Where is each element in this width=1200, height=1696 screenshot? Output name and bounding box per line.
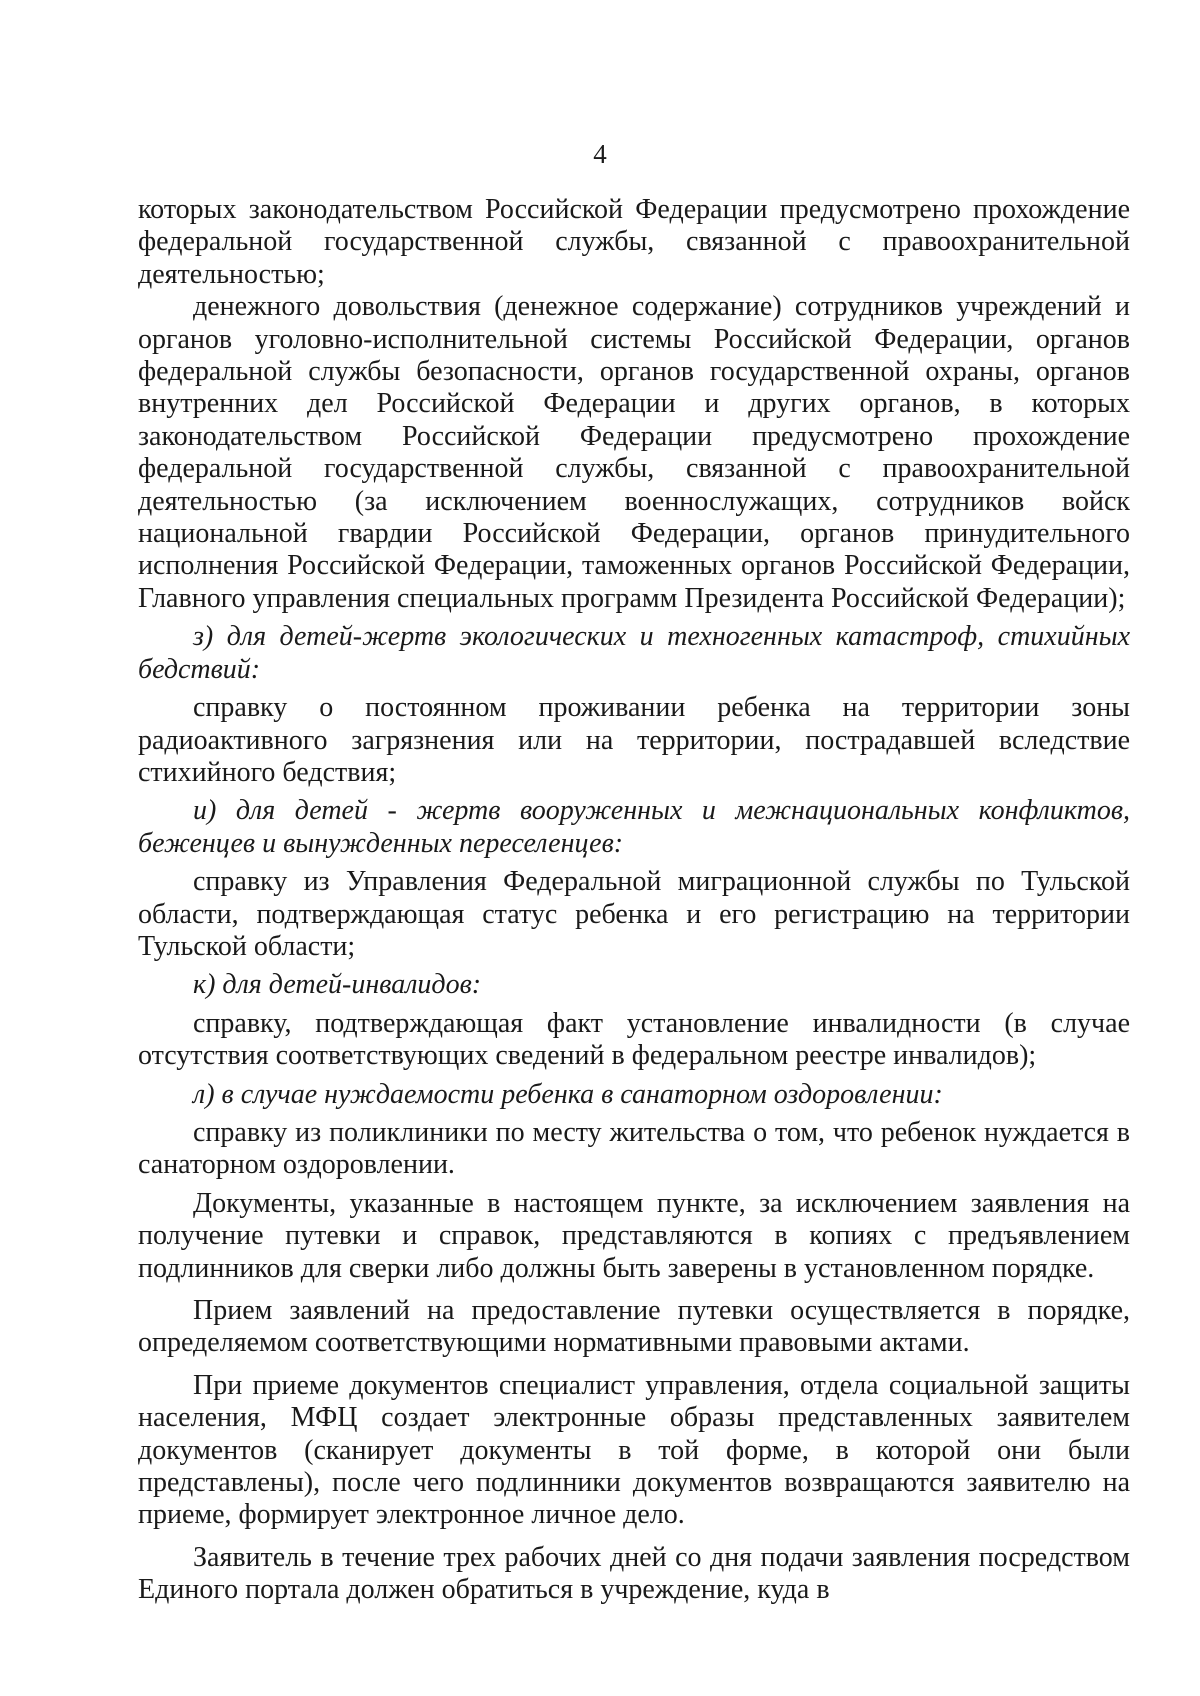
paragraph-documents-copies: Документы, указанные в настоящем пункте, за исключением заявления на получение путевки и справок, представляются в копиях с предъявлением подлинников для сверки либо должны быть заверены в установленном порядке.: [138, 1187, 1130, 1284]
paragraph-certificate-disability: справку, подтверждающая факт установление инвалидности (в случае отсутствия соответствующих сведений в федеральном реестре инвалидов);: [138, 1007, 1130, 1072]
paragraph-continuation: которых законодательством Российской Федерации предусмотрено прохождение федеральной государственной службы, связанной с правоохранительной деятельностью;: [138, 194, 1130, 290]
paragraph-heading-l: л) в случае нуждаемости ребенка в санаторном оздоровлении:: [193, 1078, 943, 1110]
paragraph-heading-k: к) для детей-инвалидов:: [193, 969, 482, 1001]
document-body: [138, 194, 1130, 1607]
paragraph-certificate-clinic: справку из поликлиники по месту жительства о том, что ребенок нуждается в санаторном оздоровлении.: [138, 1116, 1130, 1181]
paragraph-monetary-allowance: денежного довольствия (денежное содержание) сотрудников учреждений и органов уголовно-исполнительной системы Российской Федерации, органов федеральной службы безопасности, органов государственной охраны, органов внутренних дел Российской Федерации и других органов, в которых законодательством Российской Федерации предусмотрено прохождение федеральной государственной службы, связанной с правоохранительной деятельностью (за исключением военнослужащих, сотрудников войск национальной гвардии Российской Федерации, органов принудительного исполнения Российской Федерации, таможенных органов Российской Федерации, Главного управления специальных программ Президента Российской Федерации);: [138, 291, 1130, 614]
paragraph-heading-z: з) для детей-жертв экологических и техногенных катастроф, стихийных бедствий:: [138, 621, 1130, 685]
paragraph-heading-i: и) для детей - жертв вооруженных и межнациональных конфликтов, беженцев и вынужденных переселенцев:: [138, 795, 1130, 859]
page-number: 4: [593, 139, 607, 169]
paragraph-applicant-deadline: Заявитель в течение трех рабочих дней со дня подачи заявления посредством Единого портала должен обратиться в учреждение, куда в: [138, 1541, 1130, 1606]
paragraph-application-acceptance: Прием заявлений на предоставление путевки осуществляется в порядке, определяемом соответствующими нормативными правовыми актами.: [138, 1295, 1130, 1359]
paragraph-electronic-images: При приеме документов специалист управления, отдела социальной защиты населения, МФЦ создает электронные образы представленных заявителем документов (сканирует документы в той форме, в которой они были представлены), после чего подлинники документов возвращаются заявителю на приеме, формирует электронное личное дело.: [138, 1369, 1130, 1531]
paragraph-certificate-residence: справку о постоянном проживании ребенка на территории зоны радиоактивного загрязнения или на территории, пострадавшей вследствие стихийного бедствия;: [138, 692, 1130, 788]
paragraph-certificate-migration: справку из Управления Федеральной миграционной службы по Тульской области, подтверждающая статус ребенка и его регистрацию на территории Тульской области;: [138, 866, 1130, 962]
